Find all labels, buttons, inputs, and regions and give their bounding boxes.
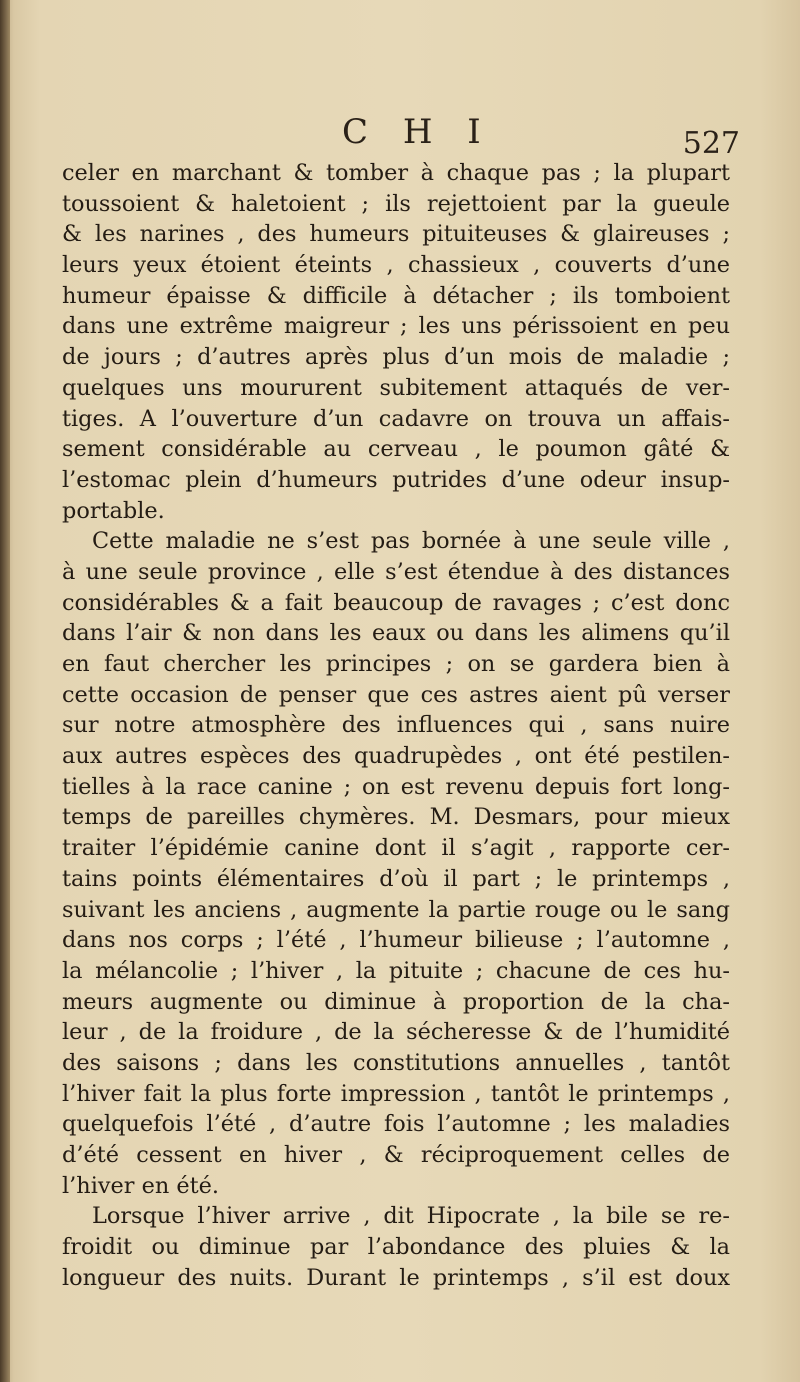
text-line: dans l’air & non dans les eaux ou dans les alimens qu’il [62, 620, 730, 647]
page-number: 527 [682, 126, 740, 161]
text-line: à une seule province , elle s’est étendue à des distances [62, 558, 730, 585]
paragraph-end-line: portable. [62, 497, 165, 524]
text-line: sement considérable au cerveau , le poumon gâté & [62, 436, 730, 463]
paragraph-end-line: l’hiver en été. [62, 1172, 219, 1199]
text-line: l’estomac plein d’humeurs putrides d’une odeur insup- [62, 466, 730, 493]
text-line: traiter l’épidémie canine dont il s’agit , rapporte cer- [62, 835, 730, 862]
text-line: des saisons ; dans les constitutions annuelles , tantôt [62, 1049, 730, 1076]
text-line: toussoient & haletoient ; ils rejettoient par la gueule [62, 190, 730, 217]
text-line: leur , de la froidure , de la sécheresse & de l’humidité [62, 1019, 730, 1046]
text-line: tains points élémentaires d’où il part ; le printemps , [62, 865, 730, 892]
text-line: leurs yeux étoient éteints , chassieux , couverts d’une [62, 252, 730, 279]
binding-gutter [0, 0, 10, 1382]
text-line: considérables & a fait beaucoup de ravages ; c’est donc [62, 589, 730, 616]
text-line: dans nos corps ; l’été , l’humeur bilieuse ; l’automne , [62, 927, 730, 954]
running-head-title: C H I [342, 112, 493, 152]
text-line: cette occasion de penser que ces astres aient pû verser [62, 681, 730, 708]
text-line: quelques uns moururent subitement attaqués de ver- [62, 374, 730, 401]
text-line: meurs augmente ou diminue à proportion de la cha- [62, 988, 730, 1015]
paragraph-start-line: Lorsque l’hiver arrive , dit Hipocrate , la bile se re- [92, 1203, 730, 1230]
text-line: de jours ; d’autres après plus d’un mois de maladie ; [62, 344, 730, 371]
text-body [62, 158, 730, 1293]
text-line: & les narines , des humeurs pituiteuses & glaireuses ; [62, 221, 730, 248]
text-line: froidit ou diminue par l’abondance des pluies & la [62, 1234, 730, 1261]
text-line: humeur épaisse & difficile à détacher ; ils tomboient [62, 282, 730, 309]
running-head [60, 112, 740, 162]
text-line: celer en marchant & tomber à chaque pas ; la plupart [62, 160, 730, 186]
text-line: aux autres espèces des quadrupèdes , ont été pestilen- [62, 743, 730, 770]
paragraph-start-line: Cette maladie ne s’est pas bornée à une seule ville , [92, 528, 730, 555]
text-line: l’hiver fait la plus forte impression , tantôt le printemps , [62, 1080, 730, 1107]
text-line: temps de pareilles chymères. M. Desmars, pour mieux [62, 804, 730, 831]
text-line: d’été cessent en hiver , & réciproquement celles de [62, 1142, 730, 1168]
text-line: suivant les anciens , augmente la partie rouge ou le sang [62, 896, 730, 923]
text-line: la mélancolie ; l’hiver , la pituite ; chacune de ces hu- [62, 957, 730, 984]
text-line: quelquefois l’été , d’autre fois l’automne ; les maladies [62, 1111, 730, 1138]
text-line: sur notre atmosphère des influences qui , sans nuire [62, 712, 730, 739]
text-line: en faut chercher les principes ; on se gardera bien à [62, 651, 730, 677]
text-line: tiges. A l’ouverture d’un cadavre on trouva un affais- [62, 405, 730, 432]
text-line: dans une extrême maigreur ; les uns périssoient en peu [62, 313, 730, 340]
text-line: longueur des nuits. Durant le printemps , s’il est doux [62, 1264, 730, 1291]
text-line: tielles à la race canine ; on est revenu depuis fort long- [62, 773, 730, 800]
